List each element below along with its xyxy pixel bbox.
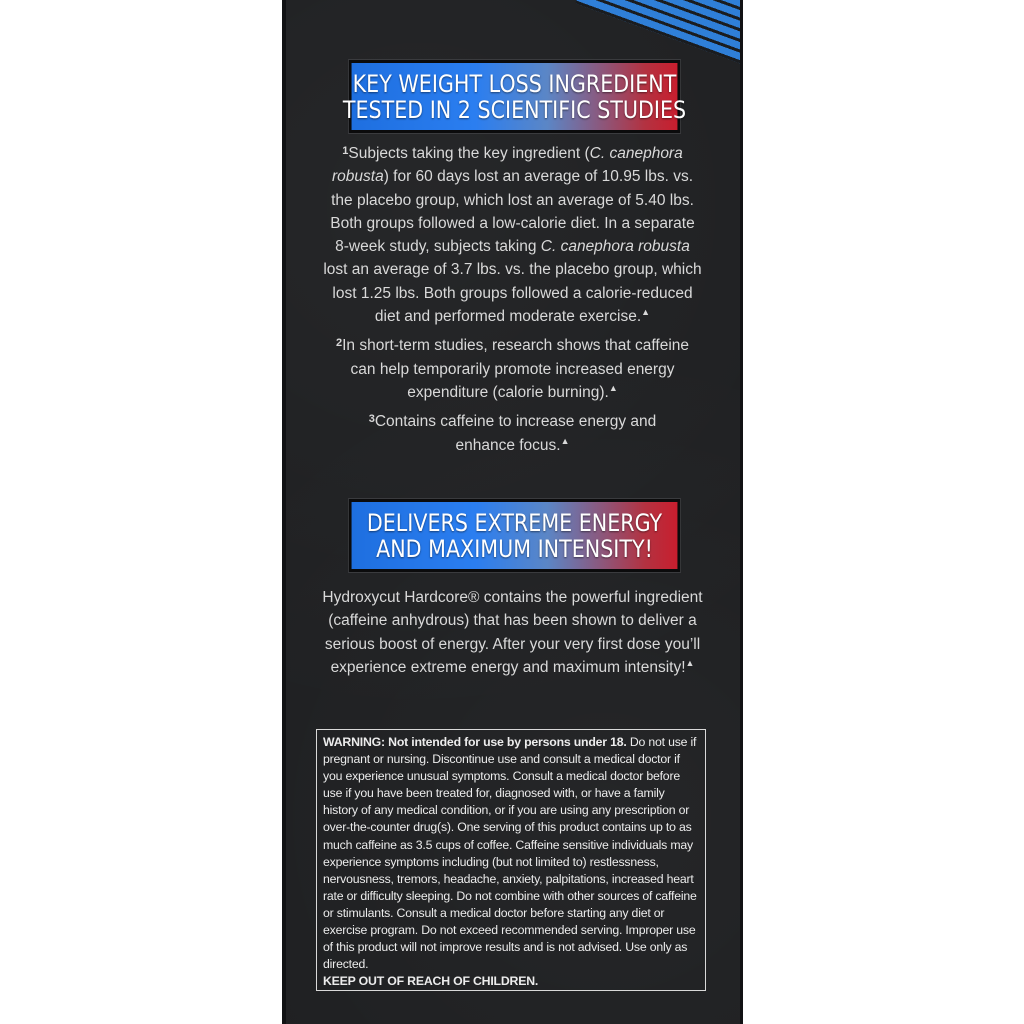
banner1-line1: KEY WEIGHT LOSS INGREDIENT [352,69,677,98]
banner1-line2: TESTED IN 2 SCIENTIFIC STUDIES [342,95,687,124]
energy-paragraph [322,586,703,679]
warning-box [316,729,706,991]
study-p3: Contains caffeine to increase energy and enhance focus. [374,413,657,454]
study-p1-c: lost an average of 3.7 lbs. vs. the placebo group, which lost 1.25 lbs. Both groups followed a calorie-reduced diet and performed moderate exercise. [323,261,702,326]
product-side-panel [282,0,743,1024]
study-paragraph-1 [322,142,703,328]
warning-heading: WARNING: Not intended for use by persons under 18. [323,735,627,749]
triangle-icon: ▲ [560,435,570,446]
banner2-line1: DELIVERS EXTREME ENERGY [366,508,663,537]
energy-text: Hydroxycut Hardcore® contains the powerful ingredient (caffeine anhydrous) that has been shown to deliver a serious boost of energy. After your very first dose you’ll experience extreme energy and maximum intensity! [322,589,703,676]
triangle-icon: ▲ [608,382,618,393]
study-text-block [322,142,703,463]
study-p1-a: Subjects taking the key ingredient ( [348,145,590,162]
footnote-3-marker: 3 [368,413,375,426]
key-ingredient-banner [342,60,687,133]
study-p1-b: ) for 60 days lost an average of 10.95 lbs. vs. the placebo group, which lost an average of 5.40 lbs. Both groups followed a low-calorie diet. In a separate 8-week study, subjects taking [330,168,695,256]
triangle-icon: ▲ [641,306,651,317]
panel-edge-left [282,0,286,1024]
panel-edge-right [740,0,743,1024]
study-p1-species2: C. canephora robusta [540,238,690,256]
triangle-icon: ▲ [685,657,695,668]
banner2-line2: AND MAXIMUM INTENSITY! [376,534,653,563]
warning-footer: KEEP OUT OF REACH OF CHILDREN. [323,974,539,989]
footnote-2-marker: 2 [335,337,343,350]
study-p1-species: C. canephora robusta [331,145,683,186]
extreme-energy-banner [349,499,680,572]
study-paragraph-2 [322,334,703,404]
study-paragraph-3 [322,410,703,457]
footnote-1-marker: 1 [342,145,349,157]
warning-body: Do not use if pregnant or nursing. Discontinue use and consult a medical doctor if you experience unusual symptoms. Consult a medical doctor before use if you have been treated for, diagnosed with, or have a family history of any medical condition, or if you are using any prescription or over-the-counter drug(s). One serving of this product contains up to as much caffeine as 3.5 cups of coffee. Caffeine sensitive individuals may experience symptoms including (but not limited to) restlessness, nervousness, tremors, headache, anxiety, palpitations, increased heart rate or difficulty sleeping. Do not combine with other sources of caffeine or stimulants. Consult a medical doctor before starting any diet or exercise program. Do not exceed recommended serving. Improper use of this product will not improve results and is not advised. Use only as directed. [323,735,697,972]
study-p2: In short-term studies, research shows that caffeine can help temporarily promote increased energy expenditure (calorie burning). [342,337,690,401]
energy-text-block [322,586,703,685]
